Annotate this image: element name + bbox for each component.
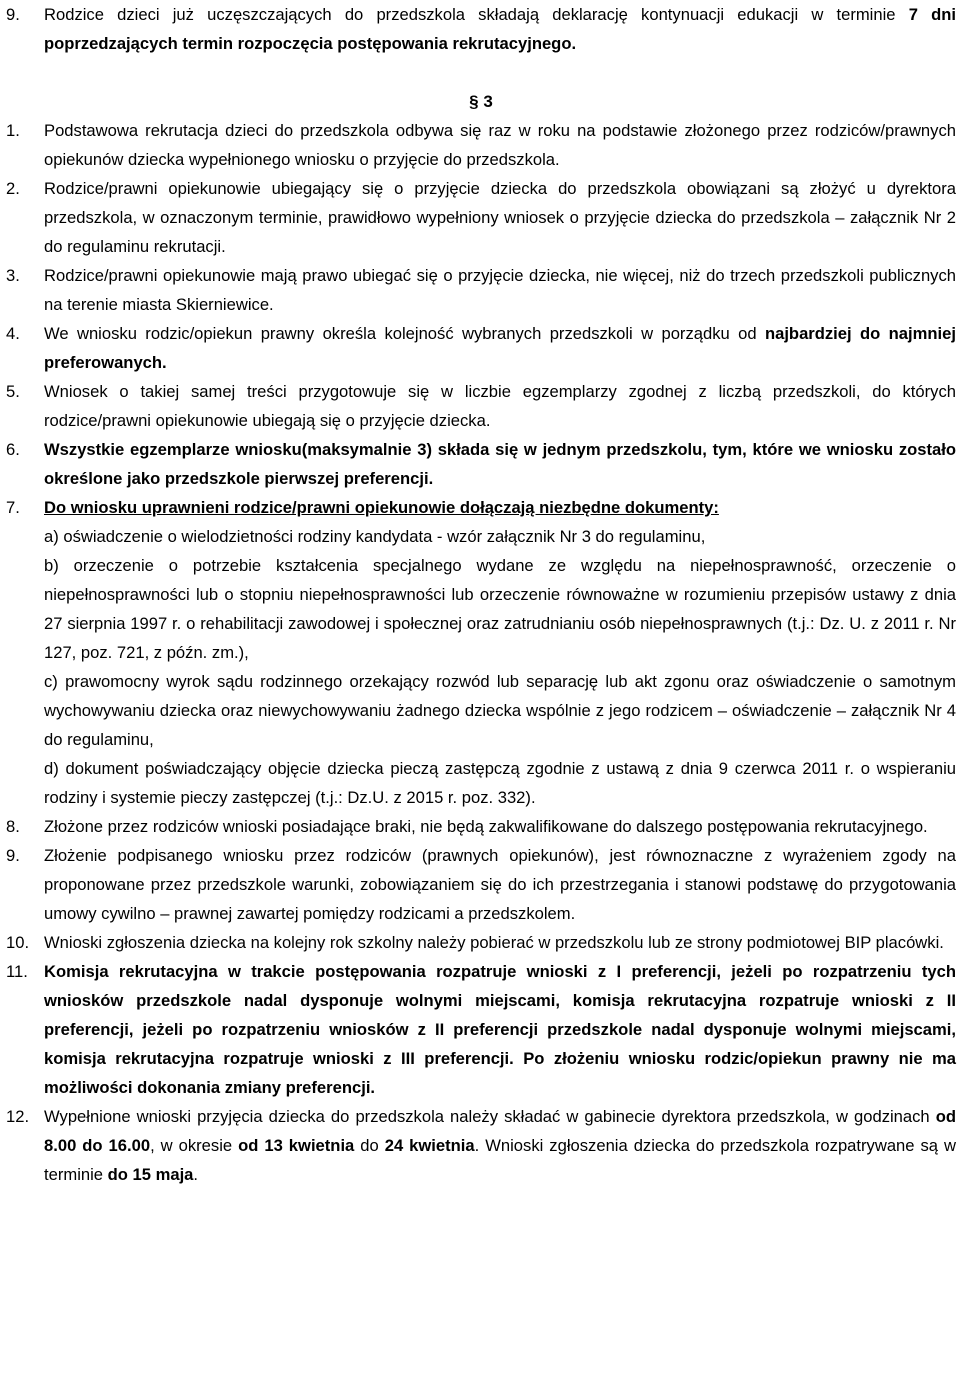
paragraph-text: Złożenie podpisanego wniosku przez rodziców (prawnych opiekunów), jest równoznaczne z wyrażeniem zgody na proponowane przez przedszkole warunki, zobowiązaniem się do ich przestrzegania i stanowi podstawę do przygotowania umowy cywilno – prawnej zawartej pomiędzy rodzicami a przedszkolem. <box>44 846 956 923</box>
paragraph-12 <box>6 1102 956 1189</box>
paragraph-9-prev <box>6 0 956 58</box>
item-number: 9. <box>6 5 20 24</box>
paragraph-5 <box>6 377 956 435</box>
office-hours: od 8.00 do 16.00 <box>44 1107 956 1155</box>
list-item-a: a) oświadczenie o wielodzietności rodziny kandydata - wzór załącznik Nr 3 do regulaminu, <box>44 527 706 546</box>
paragraph-text: . Wnioski zgłoszenia dziecka do przedszkola rozpatrywane są w terminie <box>44 1136 956 1184</box>
paragraph-text: Rodzice/prawni opiekunowie ubiegający się o przyjęcie dziecka do przedszkola obowiązani są złożyć u dyrektora przedszkola, w oznaczonym terminie, prawidłowo wypełniony wniosek o przyjęcie dziecka do przedszkola – załącznik Nr 2 do regulaminu rekrutacji. <box>44 179 956 256</box>
paragraph-text: Podstawowa rekrutacja dzieci do przedszkola odbywa się raz w roku na podstawie złożonego przez rodziców/prawnych opiekunów dziecka wypełnionego wniosku o przyjęcie do przedszkola. <box>44 121 956 169</box>
paragraph-3 <box>6 261 956 319</box>
end-date: 24 kwietnia <box>384 1136 475 1155</box>
paragraph-text-bold: Komisja rekrutacyjna w trakcie postępowania rozpatruje wnioski z I preferencji, jeżeli po rozpatrzeniu tych wniosków przedszkole nadal dysponuje wolnymi miejscami, komisja rekrutacyjna rozpatruje wnioski z II preferencji, jeżeli po rozpatrzeniu wniosków z II preferencji przedszkole nadal dysponuje wolnymi miejscami, komisja rekrutacyjna rozpatruje wnioski z III preferencji. Po złożeniu wniosku rodzic/opiekun prawny nie ma możliwości dokonania zmiany preferencji. <box>44 962 956 1097</box>
paragraph-9 <box>6 841 956 928</box>
item-number: 12. <box>6 1107 30 1126</box>
paragraph-text: , w okresie <box>150 1136 239 1155</box>
item-number: 9. <box>6 846 20 865</box>
item-number: 8. <box>6 817 20 836</box>
start-date: od 13 kwietnia <box>238 1136 355 1155</box>
paragraph-4 <box>6 319 956 377</box>
item-number: 1. <box>6 121 20 140</box>
item-number: 10. <box>6 933 30 952</box>
paragraph-text: Rodzice dzieci już uczęszczających do przedszkola składają deklarację kontynuacji edukacji w terminie <box>44 5 909 24</box>
paragraph-text-bold: Wszystkie egzemplarze wniosku(maksymalnie 3) składa się w jednym przedszkolu, tym, które we wniosku zostało określone jako przedszkole pierwszej preferencji. <box>44 440 956 488</box>
paragraph-2 <box>6 174 956 261</box>
paragraph-text-bold: 7 dni poprzedzających termin rozpoczęcia postępowania rekrutacyjnego. <box>44 5 956 53</box>
paragraph-6 <box>6 435 956 493</box>
item-number: 3. <box>6 266 20 285</box>
review-deadline: do 15 maja <box>107 1165 194 1184</box>
paragraph-text: We wniosku rodzic/opiekun prawny określa kolejność wybranych przedszkoli w porządku od <box>44 324 765 343</box>
paragraph-text: Wnioski zgłoszenia dziecka na kolejny rok szkolny należy pobierać w przedszkolu lub ze strony podmiotowej BIP placówki. <box>44 933 944 952</box>
item-number: 5. <box>6 382 20 401</box>
paragraph-1 <box>6 116 956 174</box>
list-item-b: b) orzeczenie o potrzebie kształcenia specjalnego wydane ze względu na niepełnosprawność, orzeczenie o niepełnosprawności lub o stopniu niepełnosprawności lub orzeczenie równoważne w rozumieniu przepisów ustawy z dnia 27 sierpnia 1997 r. o rehabilitacji zawodowej i społecznej oraz zatrudnianiu osób niepełnosprawnych (t.j.: Dz. U. z 2011 r. Nr 127, poz. 721, z późn. zm.), <box>44 556 956 662</box>
paragraph-text: . <box>193 1165 199 1184</box>
section-heading: § 3 <box>469 92 493 111</box>
paragraph-11 <box>6 957 956 1102</box>
paragraph-text: Wniosek o takiej samej treści przygotowuje się w liczbie egzemplarzy zgodnej z liczbą przedszkoli, do których rodzice/prawni opiekunowie ubiegają się o przyjęcie dziecka. <box>44 382 956 430</box>
item-number: 4. <box>6 324 20 343</box>
item-number: 11. <box>6 962 28 981</box>
paragraph-text-bold: najbardziej do najmniej preferowanych. <box>44 324 956 372</box>
paragraph-text: Rodzice/prawni opiekunowie mają prawo ubiegać się o przyjęcie dziecka, nie więcej, niż do trzech przedszkoli publicznych na terenie miasta Skierniewice. <box>44 266 956 314</box>
paragraph-lead: Do wniosku uprawnieni rodzice/prawni opiekunowie dołączają niezbędne dokumenty: <box>44 498 719 517</box>
paragraph-text: do <box>354 1136 385 1155</box>
paragraph-7 <box>6 493 956 812</box>
item-number: 7. <box>6 498 20 517</box>
item-number: 2. <box>6 179 20 198</box>
item-number: 6. <box>6 440 20 459</box>
paragraph-text: Złożone przez rodziców wnioski posiadające braki, nie będą zakwalifikowane do dalszego postępowania rekrutacyjnego. <box>44 817 928 836</box>
paragraph-8 <box>6 812 956 841</box>
document-page <box>6 0 956 1380</box>
list-item-d: d) dokument poświadczający objęcie dziecka pieczą zastępczą zgodnie z ustawą z dnia 9 czerwca 2011 r. o wspieraniu rodziny i systemie pieczy zastępczej (t.j.: Dz.U. z 2015 r. poz. 332). <box>44 759 956 807</box>
paragraph-text: Wypełnione wnioski przyjęcia dziecka do przedszkola należy składać w gabinecie dyrektora przedszkola, w godzinach <box>44 1107 936 1126</box>
paragraph-10 <box>6 928 956 957</box>
list-item-c: c) prawomocny wyrok sądu rodzinnego orzekający rozwód lub separację lub akt zgonu oraz oświadczenie o samotnym wychowywaniu dziecka oraz niewychowywaniu żadnego dziecka wspólnie z jego rodzicem – oświadczenie – załącznik Nr 4 do regulaminu, <box>44 672 956 749</box>
